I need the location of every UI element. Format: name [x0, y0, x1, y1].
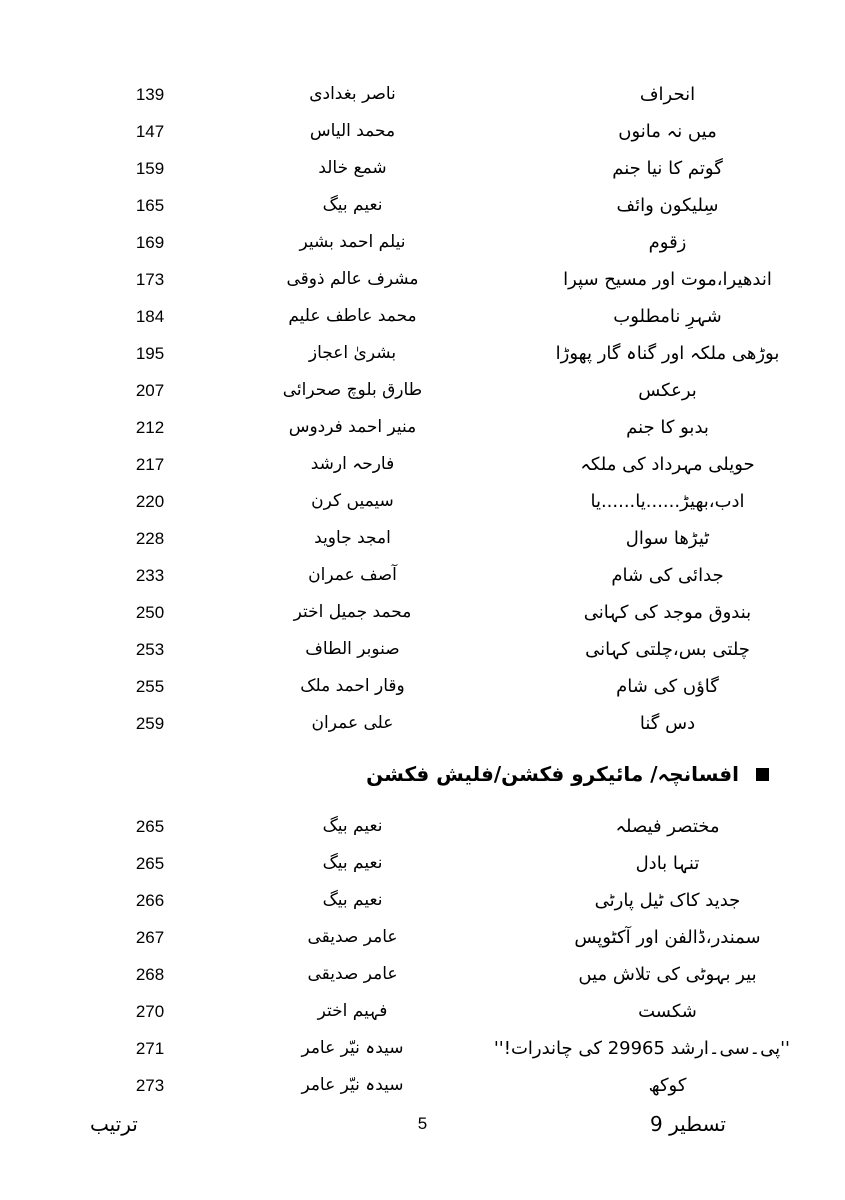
toc-entry-page-number: 253	[135, 639, 165, 659]
toc-entry-author: محمد جمیل اختر	[293, 602, 412, 623]
toc-row	[55, 113, 790, 150]
toc-entry-title: برعکس	[638, 379, 697, 401]
toc-entry-title: جدائی کی شام	[611, 564, 724, 586]
toc-entry-title: مختصر فیصلہ	[615, 815, 720, 837]
toc-entry-page-number: 270	[135, 1001, 165, 1021]
toc-entry-author: فہیم اختر	[317, 1001, 388, 1022]
toc-entry-title: سمندر،ڈالفن اور آکٹوپس	[574, 926, 761, 948]
square-bullet-icon	[756, 768, 769, 781]
toc-entry-author: طارق بلوچ صحرائی	[282, 380, 423, 401]
toc-entry-author: آصف عمران	[308, 565, 397, 586]
footer-section-label: ترتیب	[90, 1112, 138, 1136]
toc-row	[55, 993, 790, 1030]
toc-entry-title: زقوم	[648, 231, 687, 253]
toc-entry-title: جدید کاک ٹیل پارٹی	[594, 889, 741, 911]
toc-entry-title: بوڑھی ملکہ اور گناہ گار پھوڑا	[555, 342, 780, 364]
toc-row	[55, 335, 790, 372]
toc-row	[55, 631, 790, 668]
toc-entry-page-number: 220	[135, 491, 165, 511]
toc-entry-page-number: 250	[135, 602, 165, 622]
toc-row	[55, 594, 790, 631]
toc-row	[55, 1030, 790, 1067]
toc-entry-page-number: 207	[135, 380, 165, 400]
toc-entry-author: عامر صدیقی	[307, 964, 398, 985]
toc-entry-page-number: 173	[135, 269, 165, 289]
toc-entry-title: گوتم کا نیا جنم	[612, 157, 723, 179]
toc-content	[55, 76, 790, 1104]
toc-entry-page-number: 195	[135, 343, 165, 363]
toc-row	[55, 557, 790, 594]
toc-entry-title: ٹیڑھا سوال	[625, 527, 710, 549]
toc-entry-author: سیدہ نیّر عامر	[301, 1075, 404, 1096]
section-title: افسانچہ/ مائیکرو فکشن/فلیش فکشن	[366, 762, 739, 786]
toc-entry-author: علی عمران	[311, 713, 394, 734]
toc-section-continued	[55, 76, 790, 742]
section-header-flash-fiction	[55, 754, 790, 794]
toc-entry-author: نعیم بیگ	[322, 816, 383, 837]
toc-entry-author: نیلم احمد بشیر	[299, 232, 406, 253]
toc-entry-author: محمد الیاس	[309, 121, 396, 142]
toc-entry-page-number: 169	[135, 232, 165, 252]
toc-entry-page-number: 255	[135, 676, 165, 696]
toc-entry-page-number: 266	[135, 890, 165, 910]
toc-row	[55, 808, 790, 845]
toc-entry-title: بندوق موجد کی کہانی	[583, 601, 752, 623]
toc-entry-title: اندھیرا،موت اور مسیح سپرا	[563, 268, 772, 290]
toc-entry-page-number: 159	[135, 158, 165, 178]
toc-entry-title: گاؤں کی شام	[616, 675, 719, 697]
toc-entry-author: صنوبر الطاف	[305, 639, 400, 660]
toc-row	[55, 409, 790, 446]
toc-row	[55, 956, 790, 993]
toc-entry-title: شکست	[638, 1000, 697, 1022]
toc-entry-page-number: 165	[135, 195, 165, 215]
toc-row	[55, 298, 790, 335]
toc-entry-title: کوکھ	[648, 1074, 687, 1096]
toc-entry-title: ''پی۔سی۔ارشد 29965 کی چاندرات!''	[493, 1037, 790, 1059]
toc-row	[55, 187, 790, 224]
toc-entry-page-number: 139	[135, 84, 165, 104]
toc-entry-title: بیر بہوٹی کی تلاش میں	[578, 963, 757, 985]
toc-entry-author: سیدہ نیّر عامر	[301, 1038, 404, 1059]
toc-row	[55, 882, 790, 919]
toc-entry-author: امجد جاوید	[314, 528, 391, 549]
toc-entry-title: انحراف	[639, 83, 696, 105]
toc-entry-author: شمع خالد	[318, 158, 387, 179]
toc-row	[55, 845, 790, 882]
toc-entry-title: بدبو کا جنم	[626, 416, 709, 438]
toc-entry-author: منیر احمد فردوس	[288, 417, 417, 438]
toc-row	[55, 919, 790, 956]
toc-entry-page-number: 228	[135, 528, 165, 548]
toc-entry-title: شہرِ نامطلوب	[613, 305, 722, 327]
toc-row	[55, 372, 790, 409]
toc-entry-author: وقار احمد ملک	[300, 676, 405, 697]
footer-journal-title: تسطیر 9	[650, 1112, 726, 1136]
toc-entry-page-number: 268	[135, 964, 165, 984]
toc-entry-page-number: 233	[135, 565, 165, 585]
toc-entry-page-number: 212	[135, 417, 165, 437]
toc-section-flash-fiction	[55, 808, 790, 1104]
toc-entry-title: تنہا بادل	[635, 852, 700, 874]
toc-entry-author: ناصر بغدادی	[309, 84, 396, 105]
toc-entry-author: نعیم بیگ	[322, 853, 383, 874]
toc-row	[55, 668, 790, 705]
toc-entry-author: محمد عاطف علیم	[288, 306, 417, 327]
toc-entry-page-number: 267	[135, 927, 165, 947]
toc-entry-page-number: 265	[135, 816, 165, 836]
toc-entry-title: میں نہ مانوں	[618, 120, 717, 142]
toc-entry-title: سِلیکون وائف	[616, 194, 719, 216]
toc-entry-author: سیمیں کرن	[311, 491, 394, 512]
toc-row	[55, 76, 790, 113]
toc-row	[55, 520, 790, 557]
toc-entry-page-number: 271	[135, 1038, 165, 1058]
toc-entry-author: نعیم بیگ	[322, 195, 383, 216]
page-footer	[55, 1106, 790, 1142]
toc-entry-author: بشریٰ اعجاز	[308, 343, 397, 364]
toc-entry-page-number: 259	[135, 713, 165, 733]
toc-entry-author: فارحہ ارشد	[310, 454, 395, 475]
toc-entry-author: نعیم بیگ	[322, 890, 383, 911]
toc-entry-title: چلتی بس،چلتی کہانی	[585, 638, 750, 660]
toc-entry-title: ادب،بھیڑ......یا......یا	[590, 490, 745, 512]
toc-row	[55, 261, 790, 298]
toc-row	[55, 446, 790, 483]
toc-entry-author: مشرف عالم ذوقی	[286, 269, 419, 290]
toc-row	[55, 705, 790, 742]
toc-entry-page-number: 273	[135, 1075, 165, 1095]
toc-entry-page-number: 217	[135, 454, 165, 474]
toc-entry-page-number: 184	[135, 306, 165, 326]
toc-row	[55, 150, 790, 187]
toc-row	[55, 1067, 790, 1104]
footer-page-number: 5	[417, 1114, 428, 1133]
toc-entry-title: دس گنا	[639, 712, 696, 734]
toc-entry-page-number: 265	[135, 853, 165, 873]
toc-entry-page-number: 147	[135, 121, 165, 141]
toc-entry-title: حویلی مہرداد کی ملکہ	[580, 453, 755, 475]
toc-row	[55, 224, 790, 261]
toc-entry-author: عامر صدیقی	[307, 927, 398, 948]
toc-row	[55, 483, 790, 520]
